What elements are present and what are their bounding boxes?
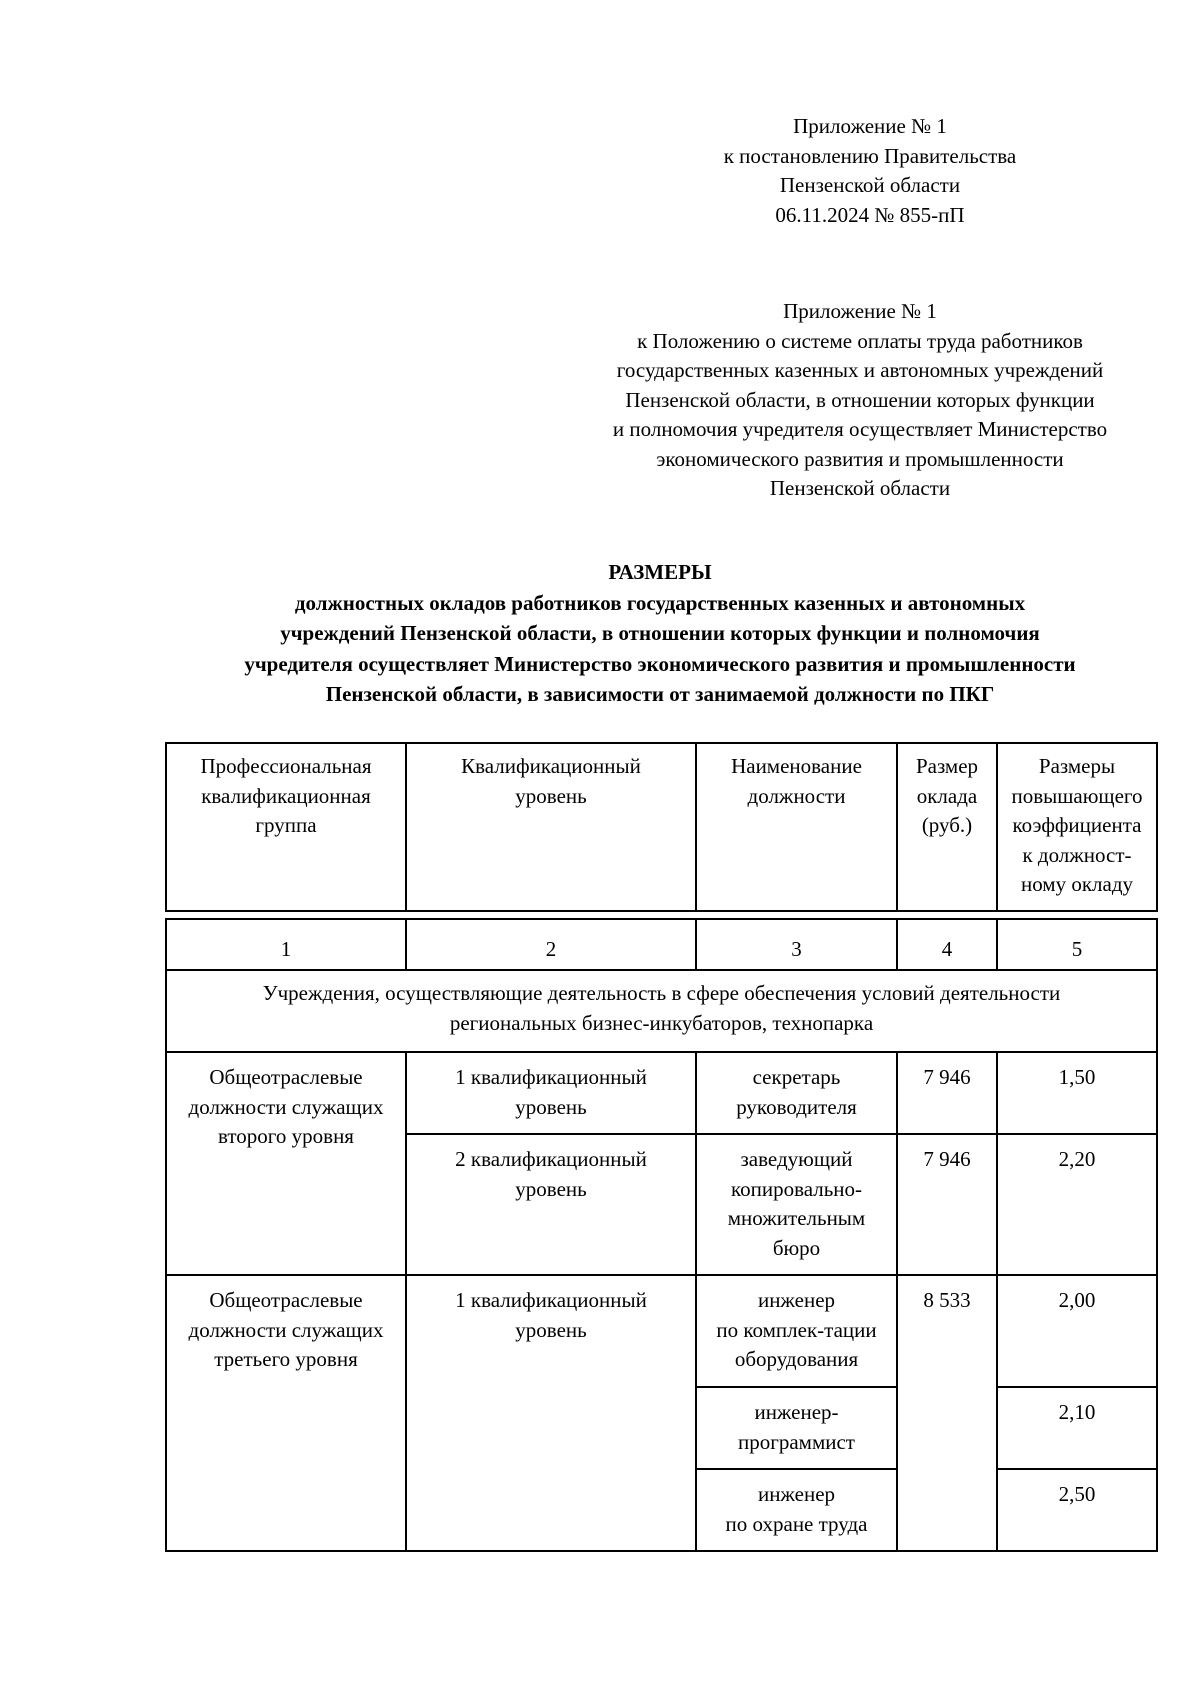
position-cell: инженер по охране труда bbox=[696, 1469, 897, 1551]
column-number: 5 bbox=[997, 919, 1157, 970]
appendix-government-reference bbox=[670, 112, 1070, 230]
column-number: 2 bbox=[406, 919, 696, 970]
header-professional-group: Профессиональная квалификационная группа bbox=[166, 743, 406, 911]
text-line: Приложение № 1 bbox=[783, 299, 937, 323]
text-line: Пензенской области bbox=[769, 476, 951, 500]
section-title: Учреждения, осуществляющие деятельность в сфере обеспечения условий деятельности региональных бизнес-инкубаторов, технопарка bbox=[166, 970, 1157, 1052]
appendix-regulation-reference bbox=[560, 297, 1160, 504]
table-row bbox=[166, 1052, 1157, 1134]
column-number: 4 bbox=[897, 919, 997, 970]
coefficient-cell: 2,50 bbox=[997, 1469, 1157, 1551]
position-cell: инженер- программист bbox=[696, 1387, 897, 1469]
title-line: учреждений Пензенской области, в отношении которых функции и полномочия bbox=[280, 621, 1040, 645]
text-line: и полномочия учредителя осуществляет Министерство bbox=[612, 417, 1108, 441]
salary-cell: 8 533 bbox=[897, 1275, 997, 1551]
text-line: государственных казенных и автономных учреждений bbox=[616, 358, 1104, 382]
text-line: Пензенской области bbox=[779, 173, 961, 197]
position-cell: заведующий копировально- множительным бюро bbox=[696, 1134, 897, 1275]
qualification-level-cell: 1 квалификационный уровень bbox=[406, 1275, 696, 1551]
salary-cell: 7 946 bbox=[897, 1052, 997, 1134]
header-row bbox=[166, 743, 1157, 911]
title-line: Пензенской области, в зависимости от занимаемой должности по ПКГ bbox=[325, 682, 995, 706]
salary-table-header bbox=[165, 742, 1158, 912]
coefficient-cell: 2,10 bbox=[997, 1387, 1157, 1469]
header-coefficient: Размеры повышающего коэффициента к должност- ному окладу bbox=[997, 743, 1157, 911]
professional-group-cell: Общеотраслевые должности служащих второго уровня bbox=[166, 1052, 406, 1275]
text-line: к постановлению Правительства bbox=[723, 143, 1017, 168]
title-line: учредителя осуществляет Министерство экономического развития и промышленности bbox=[244, 651, 1076, 676]
column-number: 1 bbox=[166, 919, 406, 970]
coefficient-cell: 2,00 bbox=[997, 1275, 1157, 1387]
position-cell: инженер по комплек-тации оборудования bbox=[696, 1275, 897, 1387]
column-number-row bbox=[166, 919, 1157, 970]
text-line: к Положению о системе оплаты труда работников bbox=[637, 328, 1083, 353]
qualification-level-cell: 1 квалификационный уровень bbox=[406, 1052, 696, 1134]
qualification-level-cell: 2 квалификационный уровень bbox=[406, 1134, 696, 1275]
salary-cell: 7 946 bbox=[897, 1134, 997, 1275]
header-position-name: Наименование должности bbox=[696, 743, 897, 911]
position-cell: секретарь руководителя bbox=[696, 1052, 897, 1134]
text-line: Пензенской области, в отношении которых функции bbox=[625, 387, 1095, 412]
coefficient-cell: 2,20 bbox=[997, 1134, 1157, 1275]
section-row bbox=[166, 970, 1157, 1052]
header-qualification-level: Квалификационный уровень bbox=[406, 743, 696, 911]
table-row bbox=[166, 1275, 1157, 1387]
column-number: 3 bbox=[696, 919, 897, 970]
header-salary: Размер оклада (руб.) bbox=[897, 743, 997, 911]
professional-group-cell: Общеотраслевые должности служащих третьего уровня bbox=[166, 1275, 406, 1551]
title-heading: РАЗМЕРЫ bbox=[608, 560, 712, 584]
text-line: Приложение № 1 bbox=[793, 114, 947, 138]
salary-table-body bbox=[165, 918, 1158, 1552]
text-line: 06.11.2024 № 855-пП bbox=[775, 202, 965, 227]
title-line: должностных окладов работников государственных казенных и автономных bbox=[294, 590, 1026, 615]
text-line: экономического развития и промышленности bbox=[656, 446, 1064, 471]
coefficient-cell: 1,50 bbox=[997, 1052, 1157, 1134]
document-title bbox=[150, 557, 1170, 710]
